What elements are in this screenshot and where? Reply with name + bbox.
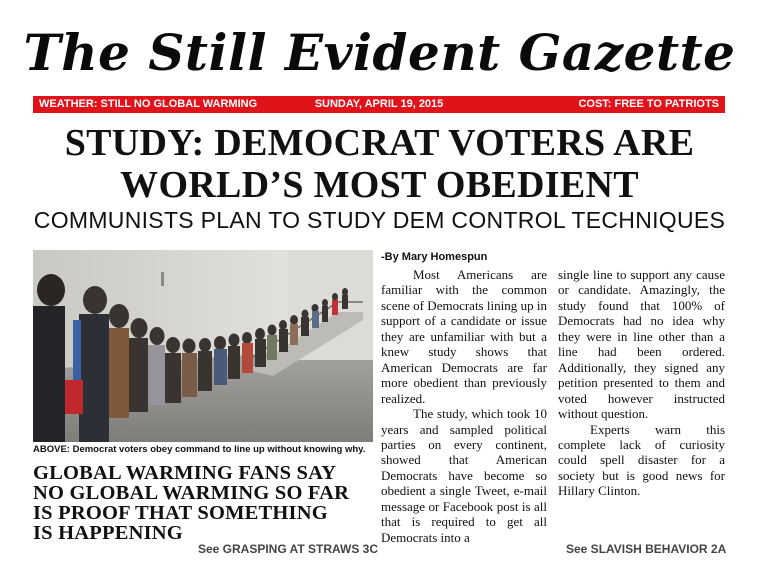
masthead-title: The Still Evident Gazette	[23, 23, 736, 82]
banner-weather: WEATHER: STILL NO GLOBAL WARMING	[39, 98, 258, 110]
headline-line-2: WORLD’S MOST OBEDIENT	[120, 164, 639, 206]
story-paragraph-3: Experts warn this complete lack of curiosity could spell disaster for a society but is good news for Hillary Clinton.	[558, 421, 725, 499]
story-column-1	[381, 267, 547, 587]
headline-line-1: STUDY: DEMOCRAT VOTERS ARE	[64, 122, 695, 164]
sidebar-headline	[33, 463, 378, 543]
banner-date: SUNDAY, APRIL 19, 2015	[314, 98, 444, 110]
lead-subhead: COMMUNISTS PLAN TO STUDY DEM CONTROL TECHNIQUES	[33, 207, 726, 233]
sidebar-line-1: GLOBAL WARMING FANS SAY	[33, 462, 337, 484]
sidebar-line-2: NO GLOBAL WARMING SO FAR	[33, 482, 350, 504]
sidebar-line-3: IS PROOF THAT SOMETHING	[33, 502, 328, 524]
story-continued-link[interactable]: See SLAVISH BEHAVIOR 2A	[566, 542, 727, 556]
story-paragraph-1: Most Americans are familiar with the common scene of Democrats lining up in support of a candidate or issue they are unfamiliar with but a knew study shows that American Democrats are far more obedient than previously realized.	[381, 267, 547, 406]
queue-photo	[33, 250, 373, 442]
byline: -By Mary Homespun	[381, 251, 488, 263]
queue-photo-illustration	[33, 250, 373, 442]
photo-caption: ABOVE: Democrat voters obey command to line up without knowing why.	[33, 444, 366, 455]
banner-cost: COST: FREE TO PATRIOTS	[578, 98, 719, 110]
story-paragraph-2: The study, which took 10 years and sampled political parties on every continent, showed that American Democrats have become so obedient a single Tweet, e-mail message or Facebook post is all that is required to get all Democrats into a	[381, 406, 547, 545]
story-column-2	[558, 267, 725, 499]
lead-headline	[20, 122, 739, 206]
date-banner	[33, 96, 725, 113]
sidebar-line-4: IS HAPPENING	[33, 522, 183, 544]
sidebar-continued-link[interactable]: See GRASPING AT STRAWS 3C	[197, 542, 378, 556]
story-paragraph-2-continued: single line to support any cause or candidate. Amazingly, the study found that 100% of Democrats had no idea why they were in line other than a line had been ordered. Additionally, they signed any petition presented to them and voted however instructed without question.	[558, 267, 725, 422]
